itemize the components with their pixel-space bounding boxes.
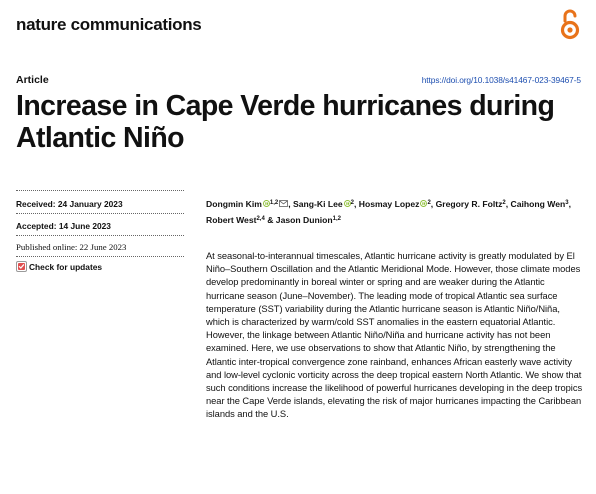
author[interactable] [511,199,571,209]
divider [16,213,184,214]
article-title: Increase in Cape Verde hurricanes during Atlantic Niño [16,90,555,154]
check-for-updates-icon [16,261,27,272]
affiliation-superscript: 3 [565,200,569,206]
check-for-updates-button[interactable] [16,261,102,272]
affiliation-superscript: 2 [427,200,431,206]
abstract: At seasonal-to-interannual timescales, Atlantic hurricane activity is greatly modulated by El Niño–Southern Oscillation and the Atlantic Meridional Mode. However, those climate modes develop predominantly in boreal winter or spring and are weaker during the Atlantic hurricane season (June–November). The leading mode of tropical Atlantic sea surface temperature (SST) variability during the Atlantic hurricane season is Atlantic Niño/Niña, which is characterized by warm/cold SST anomalies in the eastern equatorial Atlantic. However, the linkage between Atlantic Niño/Niña and hurricane activity has not been examined. Here, we use observations to show that Atlantic Niño, by strengthening the Atlantic inter-tropical convergence zone rainband, enhances African easterly wave activity and low-level cyclonic vorticity across the deep tropical eastern North Atlantic. We show that such conditions increase the likelihood of powerful hurricanes developing in the deep tropics near the Cape Verde islands, elevating the risk of major hurricanes impacting the Caribbean islands and the U.S. [206,251,583,420]
author-separator: , [354,199,359,209]
author[interactable] [359,199,436,209]
orcid-icon[interactable] [263,200,270,207]
author-separator: , [568,199,572,209]
affiliation-superscript: 1,2 [269,200,279,206]
author[interactable] [206,215,276,225]
affiliation-superscript: 1,2 [332,216,341,222]
affiliation-superscript: 2,4 [256,216,265,222]
author-separator: , [505,199,511,209]
email-icon[interactable] [279,200,288,207]
author[interactable] [276,215,341,225]
open-access-icon [559,8,581,42]
journal-name[interactable]: nature communications [16,15,202,34]
author-separator: , [288,199,293,209]
published-date: Published online: 22 June 2023 [16,242,127,252]
author-name: Robert West [206,215,257,225]
received-date: Received: 24 January 2023 [16,199,123,209]
author[interactable] [206,199,293,209]
divider [16,235,184,236]
author-name: Jason Dunion [275,215,333,225]
author[interactable] [436,199,511,209]
author-list [206,196,586,228]
doi-link[interactable]: https://doi.org/10.1038/s41467-023-39467-5 [421,75,581,85]
affiliation-superscript: 2 [502,200,506,206]
author-separator: & [264,215,276,225]
author-name: Gregory R. Foltz [435,199,503,209]
divider [16,256,184,257]
author-name: Caihong Wen [510,199,566,209]
author-name: Dongmin Kim [206,199,262,209]
divider [16,190,184,191]
author[interactable] [293,199,359,209]
check-for-updates-label: Check for updates [29,261,103,272]
article-type: Article [16,74,49,86]
affiliation-superscript: 2 [350,200,354,206]
author-name: Sang-Ki Lee [292,199,343,209]
author-name: Hosmay Lopez [358,199,420,209]
author-separator: , [430,199,436,209]
accepted-date: Accepted: 14 June 2023 [16,221,111,231]
orcid-icon[interactable] [344,200,351,207]
